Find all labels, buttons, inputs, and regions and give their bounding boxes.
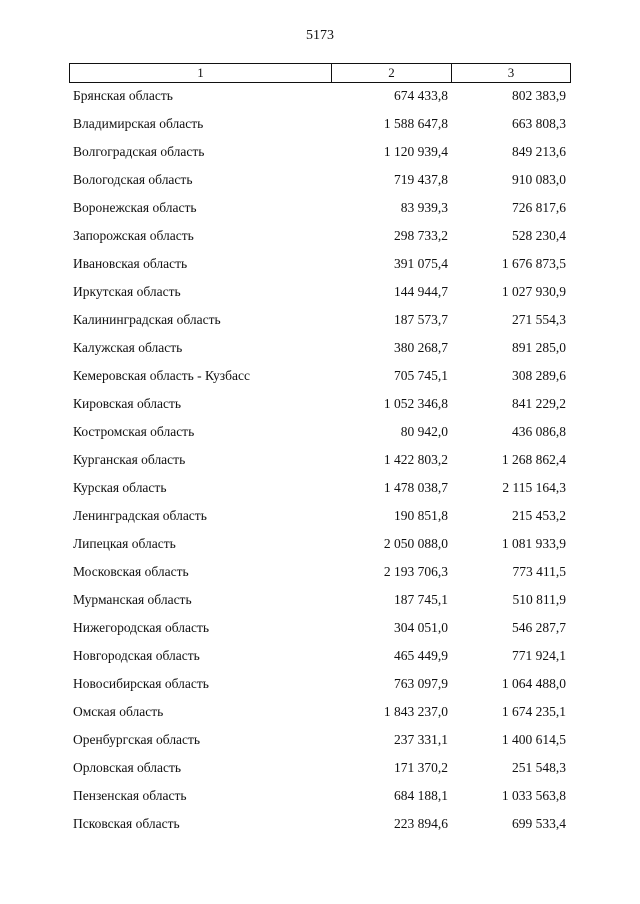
value-col-3: 773 411,5	[512, 564, 566, 579]
table-row	[0, 506, 640, 534]
value-col-2: 187 573,7	[394, 312, 448, 327]
value-col-3: 1 081 933,9	[501, 536, 566, 551]
table-row	[0, 142, 640, 170]
table-row	[0, 450, 640, 478]
table-row	[0, 254, 640, 282]
region-name: Псковская область	[73, 816, 180, 831]
region-name: Вологодская область	[73, 172, 193, 187]
header-col-3: 3	[507, 65, 515, 80]
value-col-2: 190 851,8	[394, 508, 448, 523]
region-name: Ивановская область	[73, 256, 188, 271]
table-row	[0, 394, 640, 422]
table-row	[0, 814, 640, 842]
table-row	[0, 702, 640, 730]
region-name: Ленинградская область	[73, 508, 207, 523]
table-row	[0, 86, 640, 114]
table-header	[69, 63, 571, 83]
table-row	[0, 226, 640, 254]
region-name: Липецкая область	[73, 536, 176, 551]
table-row	[0, 338, 640, 366]
value-col-3: 910 083,0	[512, 172, 566, 187]
table-row	[0, 478, 640, 506]
value-col-2: 187 745,1	[394, 592, 448, 607]
region-name: Кировская область	[73, 396, 182, 411]
value-col-3: 1 400 614,5	[501, 732, 566, 747]
region-name: Оренбургская область	[73, 732, 201, 747]
table-row	[0, 562, 640, 590]
region-name: Мурманская область	[73, 592, 192, 607]
value-col-3: 251 548,3	[512, 760, 566, 775]
value-col-2: 304 051,0	[394, 620, 448, 635]
value-col-2: 684 188,1	[394, 788, 448, 803]
header-col-2: 2	[332, 64, 452, 82]
region-name: Новгородская область	[73, 648, 200, 663]
table-row	[0, 310, 640, 338]
region-name: Омская область	[73, 704, 164, 719]
table-row	[0, 758, 640, 786]
page-number: 5173	[306, 28, 334, 43]
value-col-3: 308 289,6	[512, 368, 566, 383]
region-name: Волгоградская область	[73, 144, 205, 159]
value-col-3: 2 115 164,3	[502, 480, 566, 495]
value-col-2: 674 433,8	[394, 88, 448, 103]
value-col-3: 841 229,2	[512, 396, 566, 411]
table-row	[0, 590, 640, 618]
region-name: Кемеровская область - Кузбасс	[73, 368, 250, 383]
value-col-2: 763 097,9	[394, 676, 448, 691]
table-row	[0, 422, 640, 450]
value-col-2: 1 478 038,7	[383, 480, 448, 495]
value-col-3: 699 533,4	[512, 816, 566, 831]
value-col-2: 391 075,4	[394, 256, 448, 271]
region-name: Брянская область	[73, 88, 173, 103]
value-col-2: 2 193 706,3	[383, 564, 448, 579]
region-name: Костромская область	[73, 424, 195, 439]
region-name: Запорожская область	[73, 228, 194, 243]
value-col-3: 1 674 235,1	[501, 704, 566, 719]
region-name: Калининградская область	[73, 312, 221, 327]
value-col-2: 465 449,9	[394, 648, 448, 663]
value-col-2: 1 422 803,2	[383, 452, 448, 467]
value-col-2: 1 843 237,0	[383, 704, 448, 719]
table-row	[0, 730, 640, 758]
value-col-2: 83 939,3	[400, 200, 448, 215]
value-col-2: 1 052 346,8	[383, 396, 448, 411]
region-name: Курганская область	[73, 452, 186, 467]
table-row	[0, 618, 640, 646]
value-col-2: 1 120 939,4	[383, 144, 448, 159]
value-col-3: 546 287,7	[512, 620, 566, 635]
region-name: Пензенская область	[73, 788, 187, 803]
value-col-2: 171 370,2	[394, 760, 448, 775]
value-col-3: 528 230,4	[512, 228, 566, 243]
table-row	[0, 170, 640, 198]
value-col-2: 2 050 088,0	[383, 536, 448, 551]
table-row	[0, 114, 640, 142]
value-col-3: 1 033 563,8	[501, 788, 566, 803]
value-col-2: 80 942,0	[400, 424, 448, 439]
table-row	[0, 282, 640, 310]
header-col-1: 1	[70, 64, 332, 82]
value-col-3: 663 808,3	[512, 116, 566, 131]
table-body	[0, 86, 640, 842]
value-col-3: 271 554,3	[512, 312, 566, 327]
table-row	[0, 366, 640, 394]
value-col-3: 436 086,8	[512, 424, 566, 439]
region-name: Московская область	[73, 564, 189, 579]
value-col-3: 771 924,1	[512, 648, 566, 663]
value-col-3: 510 811,9	[512, 592, 566, 607]
value-col-3: 1 268 862,4	[501, 452, 566, 467]
value-col-2: 1 588 647,8	[383, 116, 448, 131]
value-col-2: 237 331,1	[394, 732, 448, 747]
value-col-2: 223 894,6	[394, 816, 448, 831]
region-name: Орловская область	[73, 760, 182, 775]
region-name: Нижегородская область	[73, 620, 210, 635]
value-col-3: 215 453,2	[512, 508, 566, 523]
table-row	[0, 534, 640, 562]
value-col-3: 849 213,6	[512, 144, 566, 159]
value-col-2: 380 268,7	[394, 340, 448, 355]
value-col-3: 1 676 873,5	[501, 256, 566, 271]
value-col-3: 891 285,0	[512, 340, 566, 355]
region-name: Владимирская область	[73, 116, 204, 131]
region-name: Иркутская область	[73, 284, 181, 299]
value-col-3: 1 027 930,9	[501, 284, 566, 299]
region-name: Новосибирская область	[73, 676, 209, 691]
table-row	[0, 674, 640, 702]
table-row	[0, 646, 640, 674]
value-col-3: 1 064 488,0	[501, 676, 566, 691]
value-col-3: 726 817,6	[512, 200, 566, 215]
value-col-2: 298 733,2	[394, 228, 448, 243]
region-name: Воронежская область	[73, 200, 197, 215]
table-row	[0, 786, 640, 814]
table-row	[0, 198, 640, 226]
value-col-2: 144 944,7	[394, 284, 448, 299]
region-name: Курская область	[73, 480, 167, 495]
region-name: Калужская область	[73, 340, 183, 355]
value-col-3: 802 383,9	[512, 88, 566, 103]
value-col-2: 705 745,1	[394, 368, 448, 383]
value-col-2: 719 437,8	[394, 172, 448, 187]
